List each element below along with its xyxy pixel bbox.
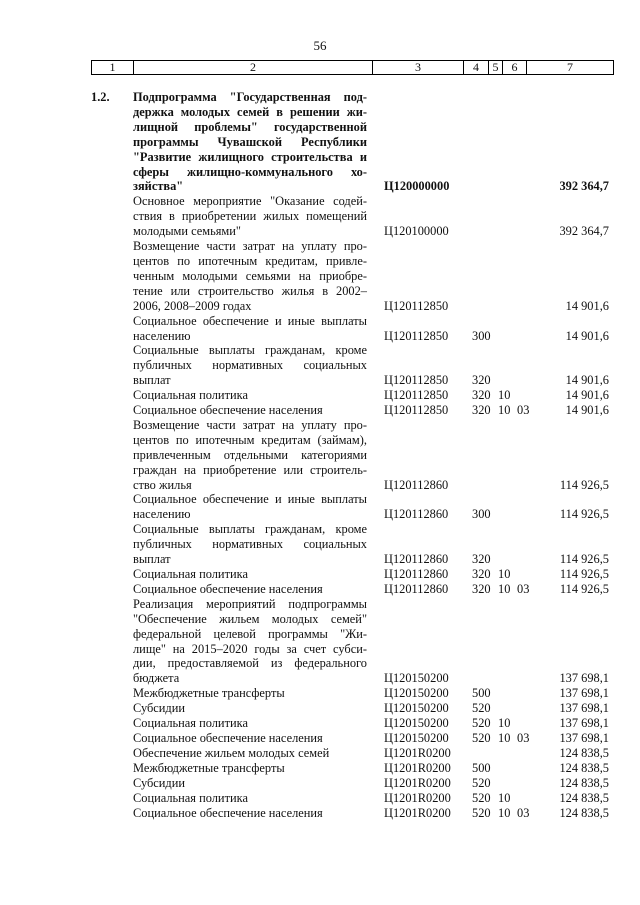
row-name xyxy=(133,343,367,388)
subsection-code: 03 xyxy=(517,730,530,745)
subsection-code: 03 xyxy=(517,805,530,820)
column-header-cell: 3 xyxy=(373,61,464,75)
target-article-code: Ц1201R0200 xyxy=(384,790,451,805)
target-article-code: Ц1201R0200 xyxy=(384,745,451,760)
target-article-code: Ц120150200 xyxy=(384,701,449,716)
amount: 114 926,5 xyxy=(559,477,609,492)
amount: 124 838,5 xyxy=(559,775,609,790)
row-name-line: выплат xyxy=(133,552,171,567)
amount: 124 838,5 xyxy=(559,805,609,820)
amount: 114 926,5 xyxy=(559,581,609,596)
section-code: 10 xyxy=(498,388,511,403)
section-code: 10 xyxy=(498,730,511,745)
table-row xyxy=(0,343,640,388)
row-name xyxy=(133,761,367,776)
row-name-line: Подпрограмма "Государственная под- xyxy=(133,90,367,104)
amount: 14 901,6 xyxy=(565,328,609,343)
target-article-code: Ц120112860 xyxy=(384,507,449,522)
amount: 137 698,1 xyxy=(559,730,609,745)
row-name xyxy=(133,582,367,597)
row-name-line: дии, предоставляемой из федерального xyxy=(133,656,367,671)
table-row xyxy=(0,582,640,597)
row-name-line: центов по ипотечным кредитам (займам), xyxy=(133,432,367,447)
row-name xyxy=(133,716,367,731)
target-article-code: Ц120112860 xyxy=(384,581,449,596)
row-name-line: ченным молодыми семьями на приобре- xyxy=(133,268,367,283)
row-name-line: граждан на приобретение или строитель- xyxy=(133,462,367,477)
expense-type-code: 320 xyxy=(472,388,491,403)
amount: 114 926,5 xyxy=(559,552,609,567)
section-code: 10 xyxy=(498,790,511,805)
amount: 137 698,1 xyxy=(559,671,609,686)
row-name-line: Социальные выплаты гражданам, кроме xyxy=(133,343,367,358)
target-article-code: Ц120112860 xyxy=(384,477,449,492)
row-name xyxy=(133,194,367,239)
amount: 137 698,1 xyxy=(559,701,609,716)
row-name-line: Социальные выплаты гражданам, кроме xyxy=(133,522,367,537)
section-code: 10 xyxy=(498,716,511,731)
row-name-line: молодыми семьями" xyxy=(133,224,241,239)
table-row xyxy=(0,492,640,522)
row-name-line: зяйства" xyxy=(133,179,184,194)
expense-type-code: 320 xyxy=(472,552,491,567)
column-header-cell: 2 xyxy=(134,61,373,75)
section-code: 10 xyxy=(498,403,511,418)
table-row xyxy=(0,761,640,776)
row-name-line: Основное мероприятие "Оказание содей- xyxy=(133,194,367,209)
target-article-code: Ц120112850 xyxy=(384,373,449,388)
row-name-line: выплат xyxy=(133,373,171,388)
table-row xyxy=(0,567,640,582)
target-article-code: Ц120000000 xyxy=(384,179,450,194)
target-article-code: Ц120150200 xyxy=(384,730,449,745)
expense-type-code: 500 xyxy=(472,686,491,701)
row-name-line: "Обеспечение жильем молодых семей" xyxy=(133,611,367,626)
column-header-cell: 6 xyxy=(503,61,527,75)
row-name-line: сферы жилищно-коммунального хо- xyxy=(133,164,367,179)
column-header-table xyxy=(91,60,614,75)
row-name-line: публичных нормативных социальных xyxy=(133,537,367,552)
column-header-cell: 1 xyxy=(92,61,134,75)
row-name-line: центов по ипотечным кредитам, привле- xyxy=(133,253,367,268)
row-name xyxy=(133,791,367,806)
row-name xyxy=(133,418,367,493)
amount: 392 364,7 xyxy=(559,224,609,239)
expense-type-code: 500 xyxy=(472,760,491,775)
row-name-line: Межбюджетные трансферты xyxy=(133,760,285,775)
row-name-line: 2006, 2008–2009 годах xyxy=(133,298,252,313)
row-name xyxy=(133,776,367,791)
expense-type-code: 320 xyxy=(472,581,491,596)
row-name-line: Социальное обеспечение населения xyxy=(133,730,323,745)
row-number: 1.2. xyxy=(91,90,110,104)
row-name xyxy=(133,686,367,701)
row-name-line: привлеченным отдельными категориями xyxy=(133,447,367,462)
table-row xyxy=(0,522,640,567)
expense-type-code: 300 xyxy=(472,507,491,522)
expense-type-code: 520 xyxy=(472,730,491,745)
target-article-code: Ц1201R0200 xyxy=(384,760,451,775)
table-row xyxy=(0,403,640,418)
row-name-line: Реализация мероприятий подпрограммы xyxy=(133,596,367,611)
expense-type-code: 520 xyxy=(472,805,491,820)
expense-type-code: 320 xyxy=(472,373,491,388)
expense-type-code: 300 xyxy=(472,328,491,343)
row-name-line: держка молодых семей в решении жи- xyxy=(133,104,367,119)
table-row xyxy=(0,716,640,731)
table-row xyxy=(0,418,640,493)
row-name-line: тение или строительство жилья в 2002– xyxy=(133,283,367,298)
row-name xyxy=(133,806,367,821)
table-row xyxy=(0,776,640,791)
expense-type-code: 320 xyxy=(472,567,491,581)
amount: 14 901,6 xyxy=(565,373,609,388)
table-row xyxy=(0,806,640,821)
amount: 137 698,1 xyxy=(559,686,609,701)
section-code: 10 xyxy=(498,567,511,581)
amount: 392 364,7 xyxy=(559,179,609,194)
row-name-line: Возмещение части затрат на уплату про- xyxy=(133,417,367,432)
amount: 14 901,6 xyxy=(565,403,609,418)
target-article-code: Ц1201R0200 xyxy=(384,805,451,820)
table-row xyxy=(0,746,640,761)
amount: 114 926,5 xyxy=(559,567,609,581)
expense-type-code: 520 xyxy=(472,775,491,790)
row-name xyxy=(133,567,367,582)
amount: 124 838,5 xyxy=(559,760,609,775)
table-row xyxy=(0,194,640,239)
target-article-code: Ц120100000 xyxy=(384,224,449,239)
target-article-code: Ц120112850 xyxy=(384,388,449,403)
amount: 124 838,5 xyxy=(559,790,609,805)
target-article-code: Ц120112860 xyxy=(384,552,449,567)
target-article-code: Ц120112850 xyxy=(384,298,449,313)
row-name-line: программы Чувашской Республики xyxy=(133,134,367,149)
row-name-line: Социальная политика xyxy=(133,716,248,731)
row-name-line: Субсидии xyxy=(133,701,185,716)
row-name-line: лище" на 2015–2020 годы за счет субси- xyxy=(133,641,367,656)
table-row xyxy=(0,597,640,686)
section-code: 10 xyxy=(498,805,511,820)
target-article-code: Ц120150200 xyxy=(384,671,449,686)
row-name-line: Социальное обеспечение и иные выплаты xyxy=(133,313,367,328)
row-name-line: Обеспечение жильем молодых семей xyxy=(133,745,330,760)
row-name xyxy=(133,90,367,194)
row-name-line: Субсидии xyxy=(133,775,185,790)
expense-type-code: 520 xyxy=(472,701,491,716)
row-name-line: населению xyxy=(133,328,191,343)
column-header-row xyxy=(92,61,614,75)
row-name-line: ствия в приобретении жилых помещений xyxy=(133,209,367,224)
expense-type-code: 520 xyxy=(472,716,491,731)
table-row xyxy=(0,239,640,314)
row-name-line: ство жилья xyxy=(133,477,192,492)
target-article-code: Ц120150200 xyxy=(384,686,449,701)
expense-type-code: 320 xyxy=(472,403,491,418)
table-row xyxy=(0,701,640,716)
column-header-cell: 4 xyxy=(464,61,489,75)
row-name xyxy=(133,492,367,522)
row-name-line: публичных нормативных социальных xyxy=(133,358,367,373)
row-name-line: бюджета xyxy=(133,671,180,686)
row-name xyxy=(133,701,367,716)
row-name-line: федеральной целевой программы "Жи- xyxy=(133,626,367,641)
target-article-code: Ц1201R0200 xyxy=(384,775,451,790)
row-name-line: Социальное обеспечение населения xyxy=(133,581,323,596)
table-row xyxy=(0,90,640,194)
amount: 14 901,6 xyxy=(565,298,609,313)
expense-type-code: 520 xyxy=(472,790,491,805)
budget-table-body xyxy=(0,90,640,820)
row-name-line: лищной проблемы" государственной xyxy=(133,119,367,134)
row-name xyxy=(133,746,367,761)
target-article-code: Ц120112860 xyxy=(384,567,449,581)
row-name xyxy=(133,731,367,746)
table-row xyxy=(0,388,640,403)
target-article-code: Ц120112850 xyxy=(384,403,449,418)
row-name xyxy=(133,597,367,686)
row-name xyxy=(133,314,367,344)
target-article-code: Ц120112850 xyxy=(384,328,449,343)
row-name-line: Социальное обеспечение и иные выплаты xyxy=(133,492,367,507)
page-number: 56 xyxy=(313,38,327,53)
row-name-line: Возмещение части затрат на уплату про- xyxy=(133,239,367,254)
row-name xyxy=(133,388,367,403)
row-name-line: Социальное обеспечение населения xyxy=(133,805,323,820)
row-name xyxy=(133,239,367,314)
amount: 14 901,6 xyxy=(565,388,609,403)
row-name-line: Социальная политика xyxy=(133,790,248,805)
row-name-line: Социальная политика xyxy=(133,567,248,581)
row-name xyxy=(133,522,367,567)
table-row xyxy=(0,686,640,701)
amount: 114 926,5 xyxy=(559,507,609,522)
row-name-line: Социальное обеспечение населения xyxy=(133,403,323,418)
row-name-line: населению xyxy=(133,507,191,522)
table-row xyxy=(0,791,640,806)
row-name-line: "Развитие жилищного строительства и xyxy=(133,149,367,164)
column-header-cell: 7 xyxy=(527,61,614,75)
section-code: 10 xyxy=(498,581,511,596)
row-name-line: Социальная политика xyxy=(133,388,248,403)
amount: 124 838,5 xyxy=(559,745,609,760)
table-row xyxy=(0,314,640,344)
target-article-code: Ц120150200 xyxy=(384,716,449,731)
amount: 137 698,1 xyxy=(559,716,609,731)
table-row xyxy=(0,731,640,746)
subsection-code: 03 xyxy=(517,403,530,418)
row-name xyxy=(133,403,367,418)
subsection-code: 03 xyxy=(517,581,530,596)
row-name-line: Межбюджетные трансферты xyxy=(133,686,285,701)
column-header-cell: 5 xyxy=(489,61,503,75)
